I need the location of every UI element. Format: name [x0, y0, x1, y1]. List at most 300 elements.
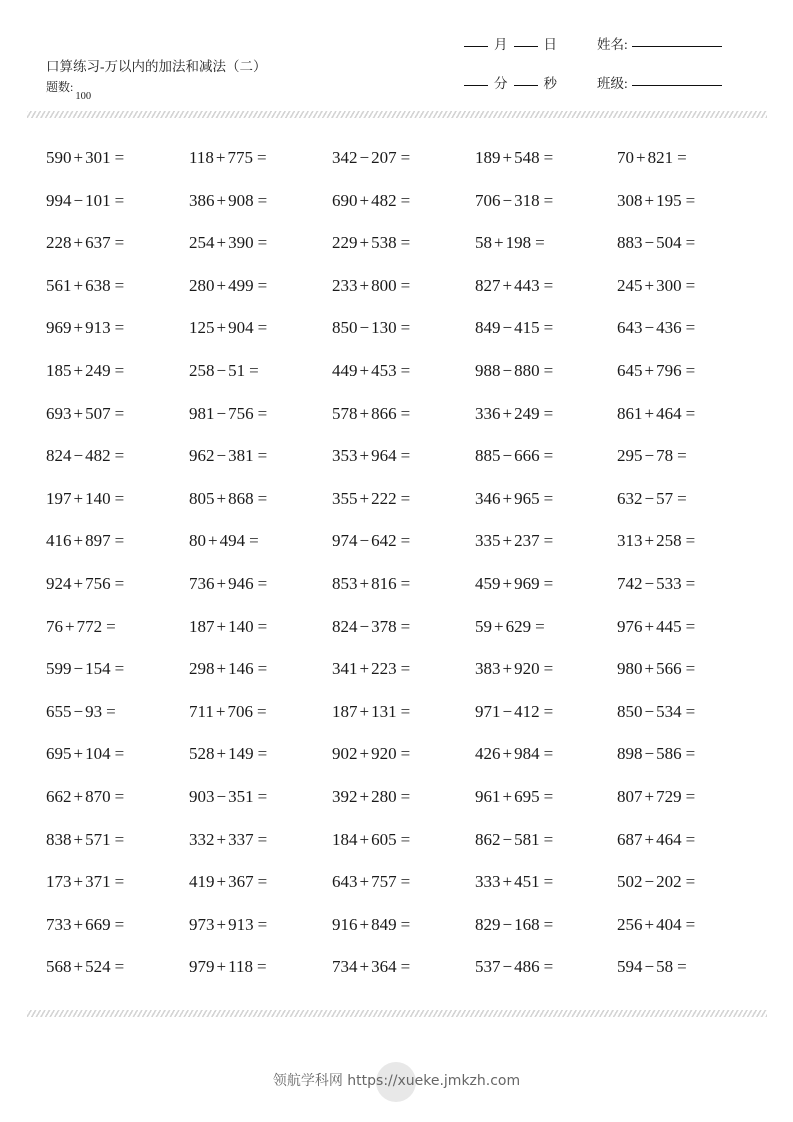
problem-item	[475, 148, 553, 168]
operand-a: 341	[332, 659, 358, 679]
equals-sign: =	[114, 573, 125, 593]
operand-b: 870	[85, 786, 111, 806]
operator: −	[359, 616, 370, 636]
operator: −	[644, 488, 655, 508]
problem-item	[46, 446, 124, 466]
worksheet-title: 口算练习-万以内的加法和减法（二）	[46, 59, 267, 74]
equals-sign: =	[400, 872, 411, 892]
operator: +	[502, 872, 513, 892]
problem-item	[617, 787, 695, 807]
operand-b: 695	[514, 786, 540, 806]
operand-a: 902	[332, 744, 358, 764]
operand-a: 561	[46, 275, 72, 295]
operator: −	[502, 360, 513, 380]
operand-a: 187	[189, 616, 215, 636]
equals-sign: =	[543, 148, 554, 167]
equals-sign: =	[106, 616, 116, 636]
problem-item	[475, 830, 553, 850]
problem-item	[617, 915, 695, 935]
operand-b: 913	[228, 914, 254, 934]
operator: +	[502, 275, 513, 295]
operand-a: 690	[332, 190, 358, 210]
equals-sign: =	[685, 531, 696, 551]
operand-a: 687	[617, 829, 643, 849]
operand-a: 70	[617, 148, 634, 167]
problem-item	[46, 489, 124, 509]
equals-sign: =	[543, 829, 554, 849]
operand-b: 946	[228, 573, 254, 593]
operand-b: 666	[514, 446, 540, 466]
problem-item	[46, 915, 124, 935]
operand-a: 386	[189, 190, 215, 210]
operand-b: 436	[656, 318, 682, 338]
operand-b: 504	[656, 233, 682, 253]
operator: −	[644, 744, 655, 764]
problem-item	[617, 872, 695, 892]
operand-b: 849	[371, 914, 397, 934]
problem-item	[332, 191, 410, 211]
problem-item	[475, 531, 553, 551]
operand-b: 772	[76, 616, 103, 636]
operand-b: 318	[514, 190, 540, 210]
operator: −	[644, 573, 655, 593]
operand-b: 729	[656, 786, 682, 806]
operator: −	[359, 148, 370, 167]
operator: +	[73, 872, 84, 892]
date-row	[464, 33, 722, 53]
problem-item	[189, 233, 267, 253]
operator: +	[502, 786, 513, 806]
problem-item	[46, 787, 124, 807]
operand-b: 642	[371, 531, 397, 551]
operator: +	[359, 786, 370, 806]
operator: +	[502, 148, 513, 167]
problem-item	[189, 191, 267, 211]
equals-sign: =	[685, 659, 696, 679]
equals-sign: =	[257, 659, 268, 679]
problem-item	[189, 148, 267, 168]
equals-sign: =	[400, 744, 411, 764]
operand-b: 571	[85, 829, 111, 849]
operand-b: 904	[228, 318, 254, 338]
operator: +	[359, 488, 370, 508]
operand-b: 965	[514, 488, 540, 508]
operand-a: 118	[189, 148, 214, 167]
equals-sign: =	[543, 573, 554, 593]
minute-blank[interactable]	[464, 84, 488, 86]
equals-sign: =	[400, 233, 411, 253]
operand-b: 237	[514, 531, 540, 551]
operand-b: 534	[656, 701, 682, 721]
problem-item	[475, 957, 553, 977]
operand-a: 807	[617, 786, 643, 806]
problem-item	[617, 148, 687, 168]
operand-a: 59	[475, 616, 492, 636]
equals-sign: =	[257, 573, 268, 593]
operand-a: 313	[617, 531, 643, 551]
operand-b: 131	[371, 701, 397, 721]
operand-b: 249	[85, 360, 111, 380]
problem-item	[332, 830, 410, 850]
equals-sign: =	[257, 829, 268, 849]
problem-item	[332, 659, 410, 679]
operator: +	[216, 233, 227, 253]
operator: +	[359, 403, 370, 423]
operator: +	[502, 488, 513, 508]
operand-b: 816	[371, 573, 397, 593]
operator: +	[73, 233, 84, 253]
equals-sign: =	[400, 829, 411, 849]
operand-a: 903	[189, 786, 215, 806]
operator: −	[73, 446, 84, 466]
operator: +	[359, 275, 370, 295]
problem-item	[617, 489, 687, 509]
equals-sign: =	[543, 360, 554, 380]
operand-a: 502	[617, 872, 643, 892]
equals-sign: =	[543, 190, 554, 210]
problem-item	[46, 276, 124, 296]
operator: +	[216, 744, 227, 764]
problem-item	[46, 361, 124, 381]
operand-b: 566	[656, 659, 682, 679]
equals-sign: =	[685, 318, 696, 338]
problem-row	[46, 318, 766, 361]
equals-sign: =	[249, 531, 259, 551]
operand-b: 524	[85, 957, 111, 977]
equals-sign: =	[685, 872, 696, 892]
problem-item	[332, 233, 410, 253]
operand-b: 538	[371, 233, 397, 253]
problem-item	[189, 659, 267, 679]
problem-item	[617, 361, 695, 381]
operator: −	[644, 872, 655, 892]
operand-b: 367	[228, 872, 254, 892]
operand-a: 335	[475, 531, 501, 551]
operator: +	[359, 701, 370, 721]
operator: −	[644, 446, 655, 466]
operand-a: 298	[189, 659, 215, 679]
problem-item	[189, 872, 267, 892]
equals-sign: =	[685, 786, 696, 806]
operator: +	[359, 744, 370, 764]
operand-a: 229	[332, 233, 358, 253]
operand-b: 757	[371, 872, 397, 892]
problem-row	[46, 191, 766, 234]
equals-sign: =	[685, 744, 696, 764]
operator: +	[73, 148, 84, 167]
problem-count	[46, 78, 92, 102]
operand-a: 537	[475, 957, 501, 977]
problem-item	[189, 702, 267, 722]
operator: +	[644, 829, 655, 849]
operator: −	[644, 233, 655, 253]
problem-item	[617, 404, 695, 424]
problem-item	[475, 702, 553, 722]
operand-a: 643	[617, 318, 643, 338]
operand-b: 913	[85, 318, 111, 338]
operator: −	[359, 531, 370, 551]
problem-item	[617, 744, 695, 764]
operand-b: 118	[228, 957, 253, 977]
problem-row	[46, 446, 766, 489]
problem-row	[46, 404, 766, 447]
operand-a: 988	[475, 360, 501, 380]
operand-b: 93	[85, 701, 103, 721]
operand-a: 643	[332, 872, 358, 892]
problem-item	[617, 233, 695, 253]
operator: −	[502, 701, 513, 721]
operand-a: 228	[46, 233, 72, 253]
problem-row	[46, 617, 766, 660]
equals-sign: =	[257, 275, 268, 295]
problem-row	[46, 489, 766, 532]
equals-sign: =	[535, 616, 545, 636]
equals-sign: =	[114, 275, 125, 295]
problem-item	[332, 531, 410, 551]
problem-item	[475, 744, 553, 764]
operand-b: 453	[371, 360, 397, 380]
operand-b: 605	[371, 829, 397, 849]
operand-a: 862	[475, 829, 501, 849]
operand-a: 187	[332, 701, 358, 721]
equals-sign: =	[400, 957, 411, 977]
operand-a: 824	[46, 446, 72, 466]
operator: +	[359, 573, 370, 593]
problem-item	[189, 744, 267, 764]
operand-a: 189	[475, 148, 501, 167]
operand-a: 980	[617, 659, 643, 679]
operator: +	[73, 403, 84, 423]
operand-a: 883	[617, 233, 643, 253]
operand-a: 711	[189, 701, 214, 721]
problem-item	[46, 318, 124, 338]
operator: +	[208, 531, 218, 551]
operator: +	[494, 233, 504, 253]
operator: +	[359, 872, 370, 892]
operand-a: 733	[46, 914, 72, 934]
equals-sign: =	[114, 488, 125, 508]
operand-b: 638	[85, 275, 111, 295]
operator: +	[644, 275, 655, 295]
operator: +	[73, 914, 84, 934]
problem-item	[46, 830, 124, 850]
operator: +	[502, 744, 513, 764]
equals-sign: =	[677, 148, 687, 167]
name-label: 姓名:	[597, 37, 628, 52]
operand-b: 378	[371, 616, 397, 636]
equals-sign: =	[400, 190, 411, 210]
operand-b: 168	[514, 914, 540, 934]
operator: −	[644, 957, 655, 977]
operand-a: 885	[475, 446, 501, 466]
operand-b: 868	[228, 488, 254, 508]
problem-item	[332, 446, 410, 466]
operand-b: 381	[228, 446, 254, 466]
problem-row	[46, 659, 766, 702]
operator: +	[359, 829, 370, 849]
problem-item	[617, 957, 687, 977]
operator: +	[644, 659, 655, 679]
operand-b: 920	[371, 744, 397, 764]
equals-sign: =	[257, 488, 268, 508]
problem-item	[475, 446, 553, 466]
problem-item	[617, 830, 695, 850]
equals-sign: =	[400, 360, 411, 380]
operator: +	[502, 403, 513, 423]
top-divider	[27, 111, 767, 118]
problem-item	[617, 191, 695, 211]
operand-b: 249	[514, 403, 540, 423]
equals-sign: =	[114, 872, 125, 892]
operator: +	[73, 488, 84, 508]
equals-sign: =	[400, 573, 411, 593]
operator: +	[216, 872, 227, 892]
equals-sign: =	[685, 573, 696, 593]
equals-sign: =	[677, 446, 687, 466]
problem-item	[46, 148, 124, 168]
operand-b: 581	[514, 829, 540, 849]
operand-a: 849	[475, 318, 501, 338]
operand-a: 383	[475, 659, 501, 679]
equals-sign: =	[400, 148, 411, 167]
operand-a: 979	[189, 957, 215, 977]
problem-item	[475, 361, 553, 381]
operand-a: 655	[46, 701, 72, 721]
operand-b: 969	[514, 573, 540, 593]
operand-b: 415	[514, 318, 540, 338]
equals-sign: =	[114, 659, 125, 679]
operand-a: 850	[332, 318, 358, 338]
operand-a: 734	[332, 957, 358, 977]
operand-b: 300	[656, 275, 682, 295]
equals-sign: =	[106, 701, 116, 721]
operand-a: 924	[46, 573, 72, 593]
equals-sign: =	[535, 233, 545, 253]
operand-a: 981	[189, 403, 215, 423]
operand-b: 533	[656, 573, 682, 593]
problem-item	[46, 531, 124, 551]
problem-item	[332, 318, 410, 338]
problem-item	[46, 957, 124, 977]
operand-b: 78	[656, 446, 674, 466]
operator: +	[216, 914, 227, 934]
equals-sign: =	[543, 872, 554, 892]
problem-item	[189, 361, 259, 381]
operator: +	[359, 190, 370, 210]
operand-b: 486	[514, 957, 540, 977]
operand-a: 969	[46, 318, 72, 338]
operand-b: 51	[228, 360, 246, 380]
class-field[interactable]	[632, 84, 722, 86]
operator: +	[216, 659, 227, 679]
operator: −	[73, 659, 84, 679]
operand-b: 920	[514, 659, 540, 679]
operand-b: 464	[656, 829, 682, 849]
equals-sign: =	[685, 616, 696, 636]
operand-a: 861	[617, 403, 643, 423]
month-label: 月	[494, 37, 508, 52]
operand-b: 499	[228, 275, 254, 295]
operand-a: 850	[617, 701, 643, 721]
operator: +	[73, 957, 84, 977]
equals-sign: =	[685, 914, 696, 934]
operator: −	[644, 318, 655, 338]
operand-a: 974	[332, 531, 358, 551]
operator: +	[359, 659, 370, 679]
equals-sign: =	[257, 403, 268, 423]
equals-sign: =	[677, 957, 687, 977]
equals-sign: =	[400, 446, 411, 466]
operand-b: 464	[656, 403, 682, 423]
equals-sign: =	[543, 275, 554, 295]
operand-a: 962	[189, 446, 215, 466]
equals-sign: =	[543, 786, 554, 806]
problem-item	[189, 489, 267, 509]
operator: −	[502, 957, 513, 977]
operand-a: 695	[46, 744, 72, 764]
operand-a: 971	[475, 701, 501, 721]
equals-sign: =	[685, 360, 696, 380]
operator: +	[216, 957, 227, 977]
operator: −	[644, 701, 655, 721]
day-blank[interactable]	[514, 45, 538, 47]
equals-sign: =	[400, 659, 411, 679]
operator: −	[216, 360, 227, 380]
operator: +	[73, 275, 84, 295]
operand-b: 149	[228, 744, 254, 764]
operand-b: 390	[228, 233, 254, 253]
problem-item	[475, 574, 553, 594]
problem-count-value: 100	[75, 91, 92, 102]
operand-b: 154	[85, 659, 111, 679]
name-field[interactable]	[632, 45, 722, 47]
problem-count-label: 题数:	[46, 80, 74, 94]
operator: +	[73, 573, 84, 593]
problem-row	[46, 531, 766, 574]
problem-row	[46, 574, 766, 617]
operator: +	[359, 360, 370, 380]
operand-b: 258	[656, 531, 682, 551]
operator: +	[73, 360, 84, 380]
operator: +	[644, 786, 655, 806]
operand-b: 223	[371, 659, 397, 679]
operand-a: 76	[46, 616, 63, 636]
operand-a: 258	[189, 360, 215, 380]
problem-item	[332, 574, 410, 594]
problem-item	[189, 574, 267, 594]
problem-item	[475, 489, 553, 509]
equals-sign: =	[257, 914, 268, 934]
operator: −	[502, 318, 513, 338]
operand-b: 412	[514, 701, 540, 721]
operand-a: 898	[617, 744, 643, 764]
month-blank[interactable]	[464, 45, 488, 47]
equals-sign: =	[114, 829, 125, 849]
problem-item	[617, 659, 695, 679]
operand-a: 336	[475, 403, 501, 423]
operand-b: 140	[228, 616, 254, 636]
operand-b: 404	[656, 914, 682, 934]
second-blank[interactable]	[514, 84, 538, 86]
problem-item	[46, 659, 124, 679]
operator: +	[216, 190, 227, 210]
problem-item	[332, 872, 410, 892]
equals-sign: =	[685, 190, 696, 210]
equals-sign: =	[400, 616, 411, 636]
operand-a: 185	[46, 360, 72, 380]
problem-item	[332, 702, 410, 722]
equals-sign: =	[543, 318, 554, 338]
